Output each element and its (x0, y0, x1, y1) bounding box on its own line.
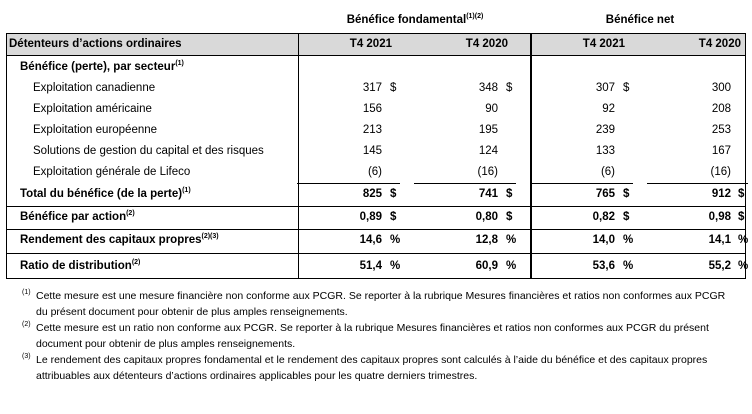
total-row-value: 741 (478, 188, 498, 200)
total-row-value: 14,0 (592, 234, 615, 246)
row-rule (7, 206, 745, 207)
row-value: 348 (478, 82, 498, 94)
row-value: 208 (711, 103, 731, 115)
total-row-value: 765 (595, 188, 615, 200)
divider-group (530, 34, 532, 278)
total-row-unit: % (623, 234, 634, 246)
total-row-label-text: Bénéfice par action (20, 211, 127, 223)
total-row-unit: % (506, 260, 517, 272)
row-label: Exploitation générale de Lifeco (33, 166, 191, 178)
total-row-unit: % (738, 234, 749, 246)
total-row-value: 51,4 (359, 260, 382, 272)
footnote-text: Cette mesure est un ratio non conforme aux PCGR. Se reporter à la rubrique Mesures financières et ratios non conformes aux PCGR du présent document pour obtenir de plus amples renseignements. (36, 322, 709, 350)
subtotal-rule (414, 183, 516, 184)
row-label: Exploitation européenne (33, 124, 158, 136)
row-value: 167 (711, 145, 731, 157)
total-row-unit: $ (623, 211, 630, 223)
total-row-unit: % (390, 234, 401, 246)
row-value: 133 (595, 145, 615, 157)
footnote (22, 352, 726, 384)
row-label: Solutions de gestion du capital et des risques (33, 145, 264, 157)
row-value: 124 (478, 145, 498, 157)
row-value: 253 (711, 124, 731, 136)
total-row-note: (2) (126, 210, 135, 218)
subtotal-rule (530, 183, 633, 184)
total-row-value: 55,2 (708, 260, 731, 272)
section-label-note: (1) (175, 60, 184, 68)
row-value: 300 (711, 82, 731, 94)
total-row-unit: $ (390, 211, 397, 223)
row-rule (7, 229, 745, 230)
total-row-value: 12,8 (475, 234, 498, 246)
footnote-text: Cette mesure est une mesure financière non conforme aux PCGR. Se reporter à la rubrique Mesures financières et ratios non conformes aux PCGR du présent document pour obtenir de plus amples renseignements. (36, 290, 726, 318)
section-label (20, 61, 184, 73)
total-row-value: 0,80 (475, 211, 498, 223)
row-value: (16) (477, 166, 498, 178)
header-row-label: Détenteurs d’actions ordinaires (9, 38, 182, 50)
row-label: Exploitation canadienne (33, 82, 156, 94)
header-col-1: T4 2021 (349, 38, 392, 50)
total-row-note: (2)(3) (201, 233, 219, 241)
subtotal-rule (647, 183, 748, 184)
total-row-value: 14,6 (359, 234, 382, 246)
total-row-unit: $ (738, 188, 745, 200)
row-value: 90 (485, 103, 498, 115)
total-row-unit: % (506, 234, 517, 246)
divider-label-col (298, 34, 299, 278)
group-header-fundamental (300, 14, 530, 26)
row-value: 307 (595, 82, 615, 94)
total-row-value: 912 (711, 188, 731, 200)
footnote-mark: (1) (22, 289, 31, 296)
row-value: 145 (362, 145, 382, 157)
footnote-mark: (2) (22, 321, 31, 328)
footnote-mark: (3) (22, 353, 31, 360)
total-row-value: 0,82 (592, 211, 615, 223)
total-row-value: 60,9 (475, 260, 498, 272)
footnote-text: Le rendement des capitaux propres fondamental et le rendement des capitaux propres sont calculés à l’aide du bénéfice et des capitaux propres attribuables aux détenteurs d’actions ordinaires applicables pour les quatre derniers trimestres. (36, 354, 708, 382)
total-row-label-text: Total du bénéfice (de la perte) (20, 188, 183, 200)
group-header-fundamental-note: (1)(2) (466, 13, 484, 21)
section-label-text: Bénéfice (perte), par secteur (20, 61, 176, 73)
total-row-label (20, 234, 219, 246)
row-value: 317 (362, 82, 382, 94)
row-rule (7, 253, 745, 254)
row-value: 195 (478, 124, 498, 136)
row-value: (16) (710, 166, 731, 178)
total-row-value: 825 (362, 188, 382, 200)
total-row-unit: % (390, 260, 401, 272)
row-value: (6) (600, 166, 615, 178)
total-row-label (20, 188, 191, 200)
row-value: 239 (595, 124, 615, 136)
row-value: 92 (602, 103, 615, 115)
total-row-label-text: Rendement des capitaux propres (20, 234, 202, 246)
row-unit: $ (506, 82, 513, 94)
row-unit: $ (390, 82, 397, 94)
total-row-unit: $ (623, 188, 630, 200)
total-row-label-text: Ratio de distribution (20, 260, 132, 272)
row-value: (6) (367, 166, 382, 178)
row-value: 213 (362, 124, 382, 136)
footnote (22, 320, 726, 352)
total-row-value: 0,98 (708, 211, 731, 223)
total-row-unit: $ (390, 188, 397, 200)
total-row-value: 0,89 (359, 211, 382, 223)
total-row-label (20, 211, 135, 223)
total-row-label (20, 260, 140, 272)
total-row-note: (2) (131, 259, 141, 267)
total-row-unit: $ (506, 188, 513, 200)
header-col-3: T4 2021 (582, 38, 625, 50)
total-row-unit: % (738, 260, 749, 272)
total-row-unit: $ (506, 211, 513, 223)
header-col-4: T4 2020 (698, 38, 741, 50)
total-row-value: 14,1 (708, 234, 731, 246)
subtotal-rule (297, 183, 400, 184)
total-row-unit: % (623, 260, 634, 272)
row-value: 156 (362, 103, 382, 115)
group-header-net: Bénéfice net (605, 14, 675, 26)
financial-table (6, 33, 749, 279)
total-row-value: 53,6 (592, 260, 615, 272)
footnote (22, 288, 726, 320)
total-row-unit: $ (738, 211, 745, 223)
group-header-fundamental-label: Bénéfice fondamental (346, 14, 467, 26)
header-col-2: T4 2020 (465, 38, 508, 50)
row-unit: $ (623, 82, 630, 94)
row-label: Exploitation américaine (33, 103, 152, 115)
total-row-note: (1) (182, 187, 191, 195)
